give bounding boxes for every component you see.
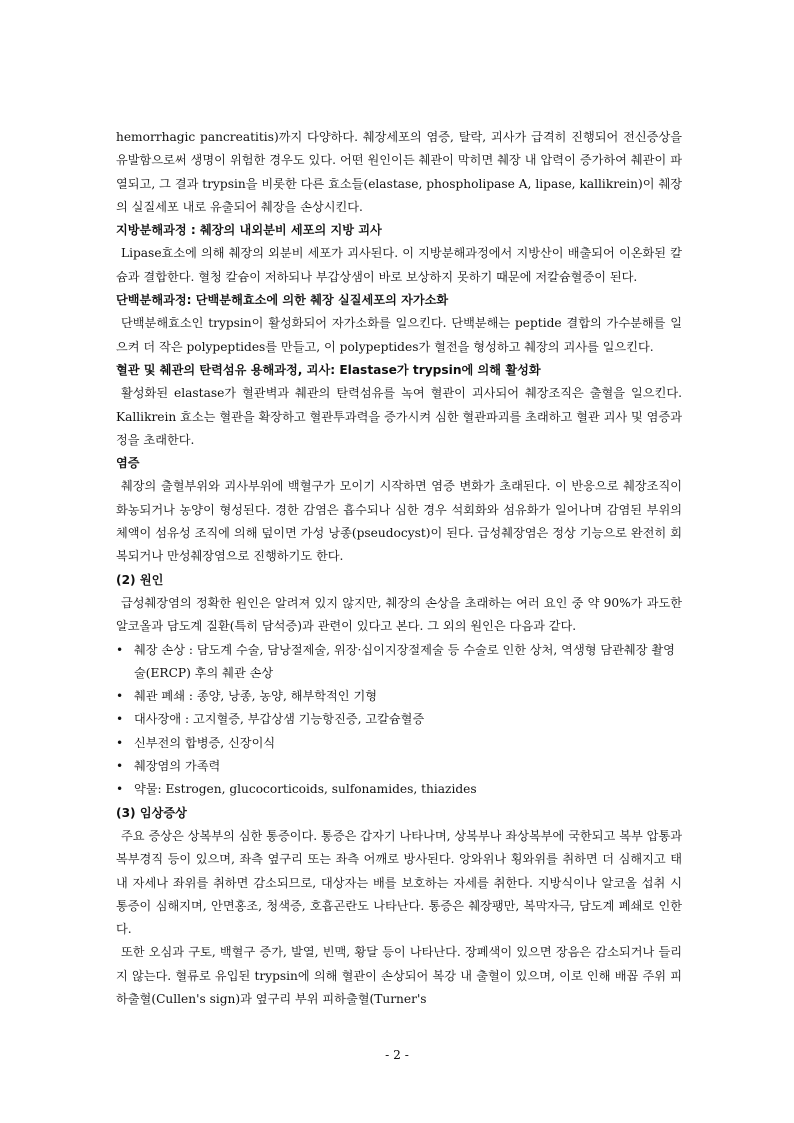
bullet-icon: •: [116, 735, 124, 750]
list-item: [116, 708, 682, 731]
list-item-text: 약물: Estrogen, glucocorticoids, sulfonamides, thiazides: [134, 782, 477, 797]
list-item-text: 신부전의 합병증, 신장이식: [134, 735, 276, 750]
page-number: - 2 -: [385, 1048, 409, 1062]
bullet-icon: •: [116, 759, 124, 774]
symptoms-paragraph-2: 또한 오심과 구토, 백혈구 증가, 발열, 빈맥, 황달 등이 나타난다. 장폐색이 있으면 장음은 감소되거나 들리지 않는다. 혈류로 유입된 trypsin에 의해 혈관이 손상되어 복강 내 출혈이 있으며, 이로 인해 배꼽 주위 피하출혈(Cullen's sign)과 옆구리 부위 피하출혈(Turner's: [116, 945, 682, 1006]
cause-heading: (2) 원인: [116, 572, 164, 587]
intro-paragraph: hemorrhagic pancreatitis)까지 다양하다. 췌장세포의 염증, 탈락, 괴사가 급격히 진행되어 전신증상을 유발함으로써 생명이 위험한 경우도 있다. 어떤 원인이든 췌관이 막히면 췌장 내 압력이 증가하여 췌관이 파열되고, 그 결과 trypsin을 비롯한 다른 효소들(elastase, phospholipase A, lipase, kallikrein)이 췌장의 실질세포 내로 유출되어 췌장을 손상시킨다.: [116, 130, 682, 214]
list-item: [116, 755, 682, 778]
cause-list: [116, 639, 682, 802]
vessel-heading: 혈관 및 췌관의 탄력섬유 용해과정, 괴사: Elastase가 trypsin에 의해 활성화: [116, 362, 541, 377]
cause-paragraph: 급성췌장염의 정확한 원인은 알려져 있지 않지만, 췌장의 손상을 초래하는 여러 요인 중 약 90%가 과도한 알코올과 담도계 질환(특히 담석증)과 관련이 있다고 본다. 그 외의 원인은 다음과 같다.: [116, 595, 682, 634]
bullet-icon: •: [116, 712, 124, 727]
protein-heading: 단백분해과정: 단백분해효소에 의한 췌장 실질세포의 자가소화: [116, 293, 449, 308]
list-item: [116, 685, 682, 708]
list-item: [116, 732, 682, 755]
inflammation-heading: 염증: [116, 456, 140, 471]
bullet-icon: •: [116, 642, 124, 657]
list-item: [116, 778, 682, 801]
list-item-text: 대사장애 : 고지혈증, 부갑상샘 기능항진증, 고칼슘혈증: [134, 712, 425, 727]
inflammation-paragraph: 췌장의 출혈부위와 괴사부위에 백혈구가 모이기 시작하면 염증 변화가 초래된다. 이 반응으로 췌장조직이 화농되거나 농양이 형성된다. 경한 감염은 흡수되나 심한 경우 석회화와 섬유화가 일어나며 감염된 부위의 체액이 섬유성 조직에 의해 덮이면 가성 낭종(pseudocyst)이 된다. 급성췌장염은 정상 기능으로 완전히 회복되거나 만성췌장염으로 진행하기도 한다.: [116, 479, 682, 564]
fat-paragraph: Lipase효소에 의해 췌장의 외분비 세포가 괴사된다. 이 지방분해과정에서 지방산이 배출되어 이온화된 칼슘과 결합한다. 혈청 칼슘이 저하되나 부갑상샘이 바로 보상하지 못하기 때문에 저칼슘혈증이 된다.: [116, 246, 682, 284]
protein-paragraph: 단백분해효소인 trypsin이 활성화되어 자가소화를 일으킨다. 단백분해는 peptide 결합의 가수분해를 일으켜 더 작은 polypeptides를 만들고, 이 polypeptides가 혈전을 형성하고 췌장의 괴사를 일으킨다.: [116, 316, 682, 354]
symptoms-heading: (3) 임상증상: [116, 805, 187, 820]
vessel-paragraph: 활성화된 elastase가 혈관벽과 췌관의 탄력섬유를 녹여 혈관이 괴사되어 췌장조직은 출혈을 일으킨다. Kallikrein 효소는 혈관을 확장하고 혈관투과력을 증가시켜 심한 혈관파괴를 초래하고 혈관 괴사 및 염증과정을 초래한다.: [116, 386, 682, 447]
list-item-text: 췌장 손상 : 담도계 수술, 담낭절제술, 위장·십이지장절제술 등 수술로 인한 상처, 역생형 담관췌장 촬영술(ERCP) 후의 췌관 손상: [134, 642, 675, 680]
list-item-text: 췌관 폐쇄 : 종양, 낭종, 농양, 해부학적인 기형: [134, 689, 377, 704]
list-item-text: 췌장염의 가족력: [134, 759, 221, 774]
document-body: [116, 126, 682, 1011]
bullet-icon: •: [116, 689, 124, 704]
bullet-icon: •: [116, 782, 124, 797]
symptoms-paragraph: 주요 증상은 상복부의 심한 통증이다. 통증은 갑자기 나타나며, 상복부나 좌상복부에 국한되고 복부 압통과 복부경직 등이 있으며, 좌측 옆구리 또는 좌측 어깨로 방사된다. 앙와위나 횡와위를 취하면 더 심해지고 태내 자세나 좌위를 취하면 감소되므로, 대상자는 배를 보호하는 자세를 취한다. 지방식이나 알코올 섭취 시 통증이 심해지며, 안면홍조, 청색증, 호흡곤란도 나타난다. 통증은 췌장팽만, 복막자극, 담도계 폐쇄로 인한다.: [116, 828, 682, 937]
fat-heading: 지방분해과정 : 췌장의 내외분비 세포의 지방 괴사: [116, 223, 382, 238]
list-item: [116, 639, 682, 686]
